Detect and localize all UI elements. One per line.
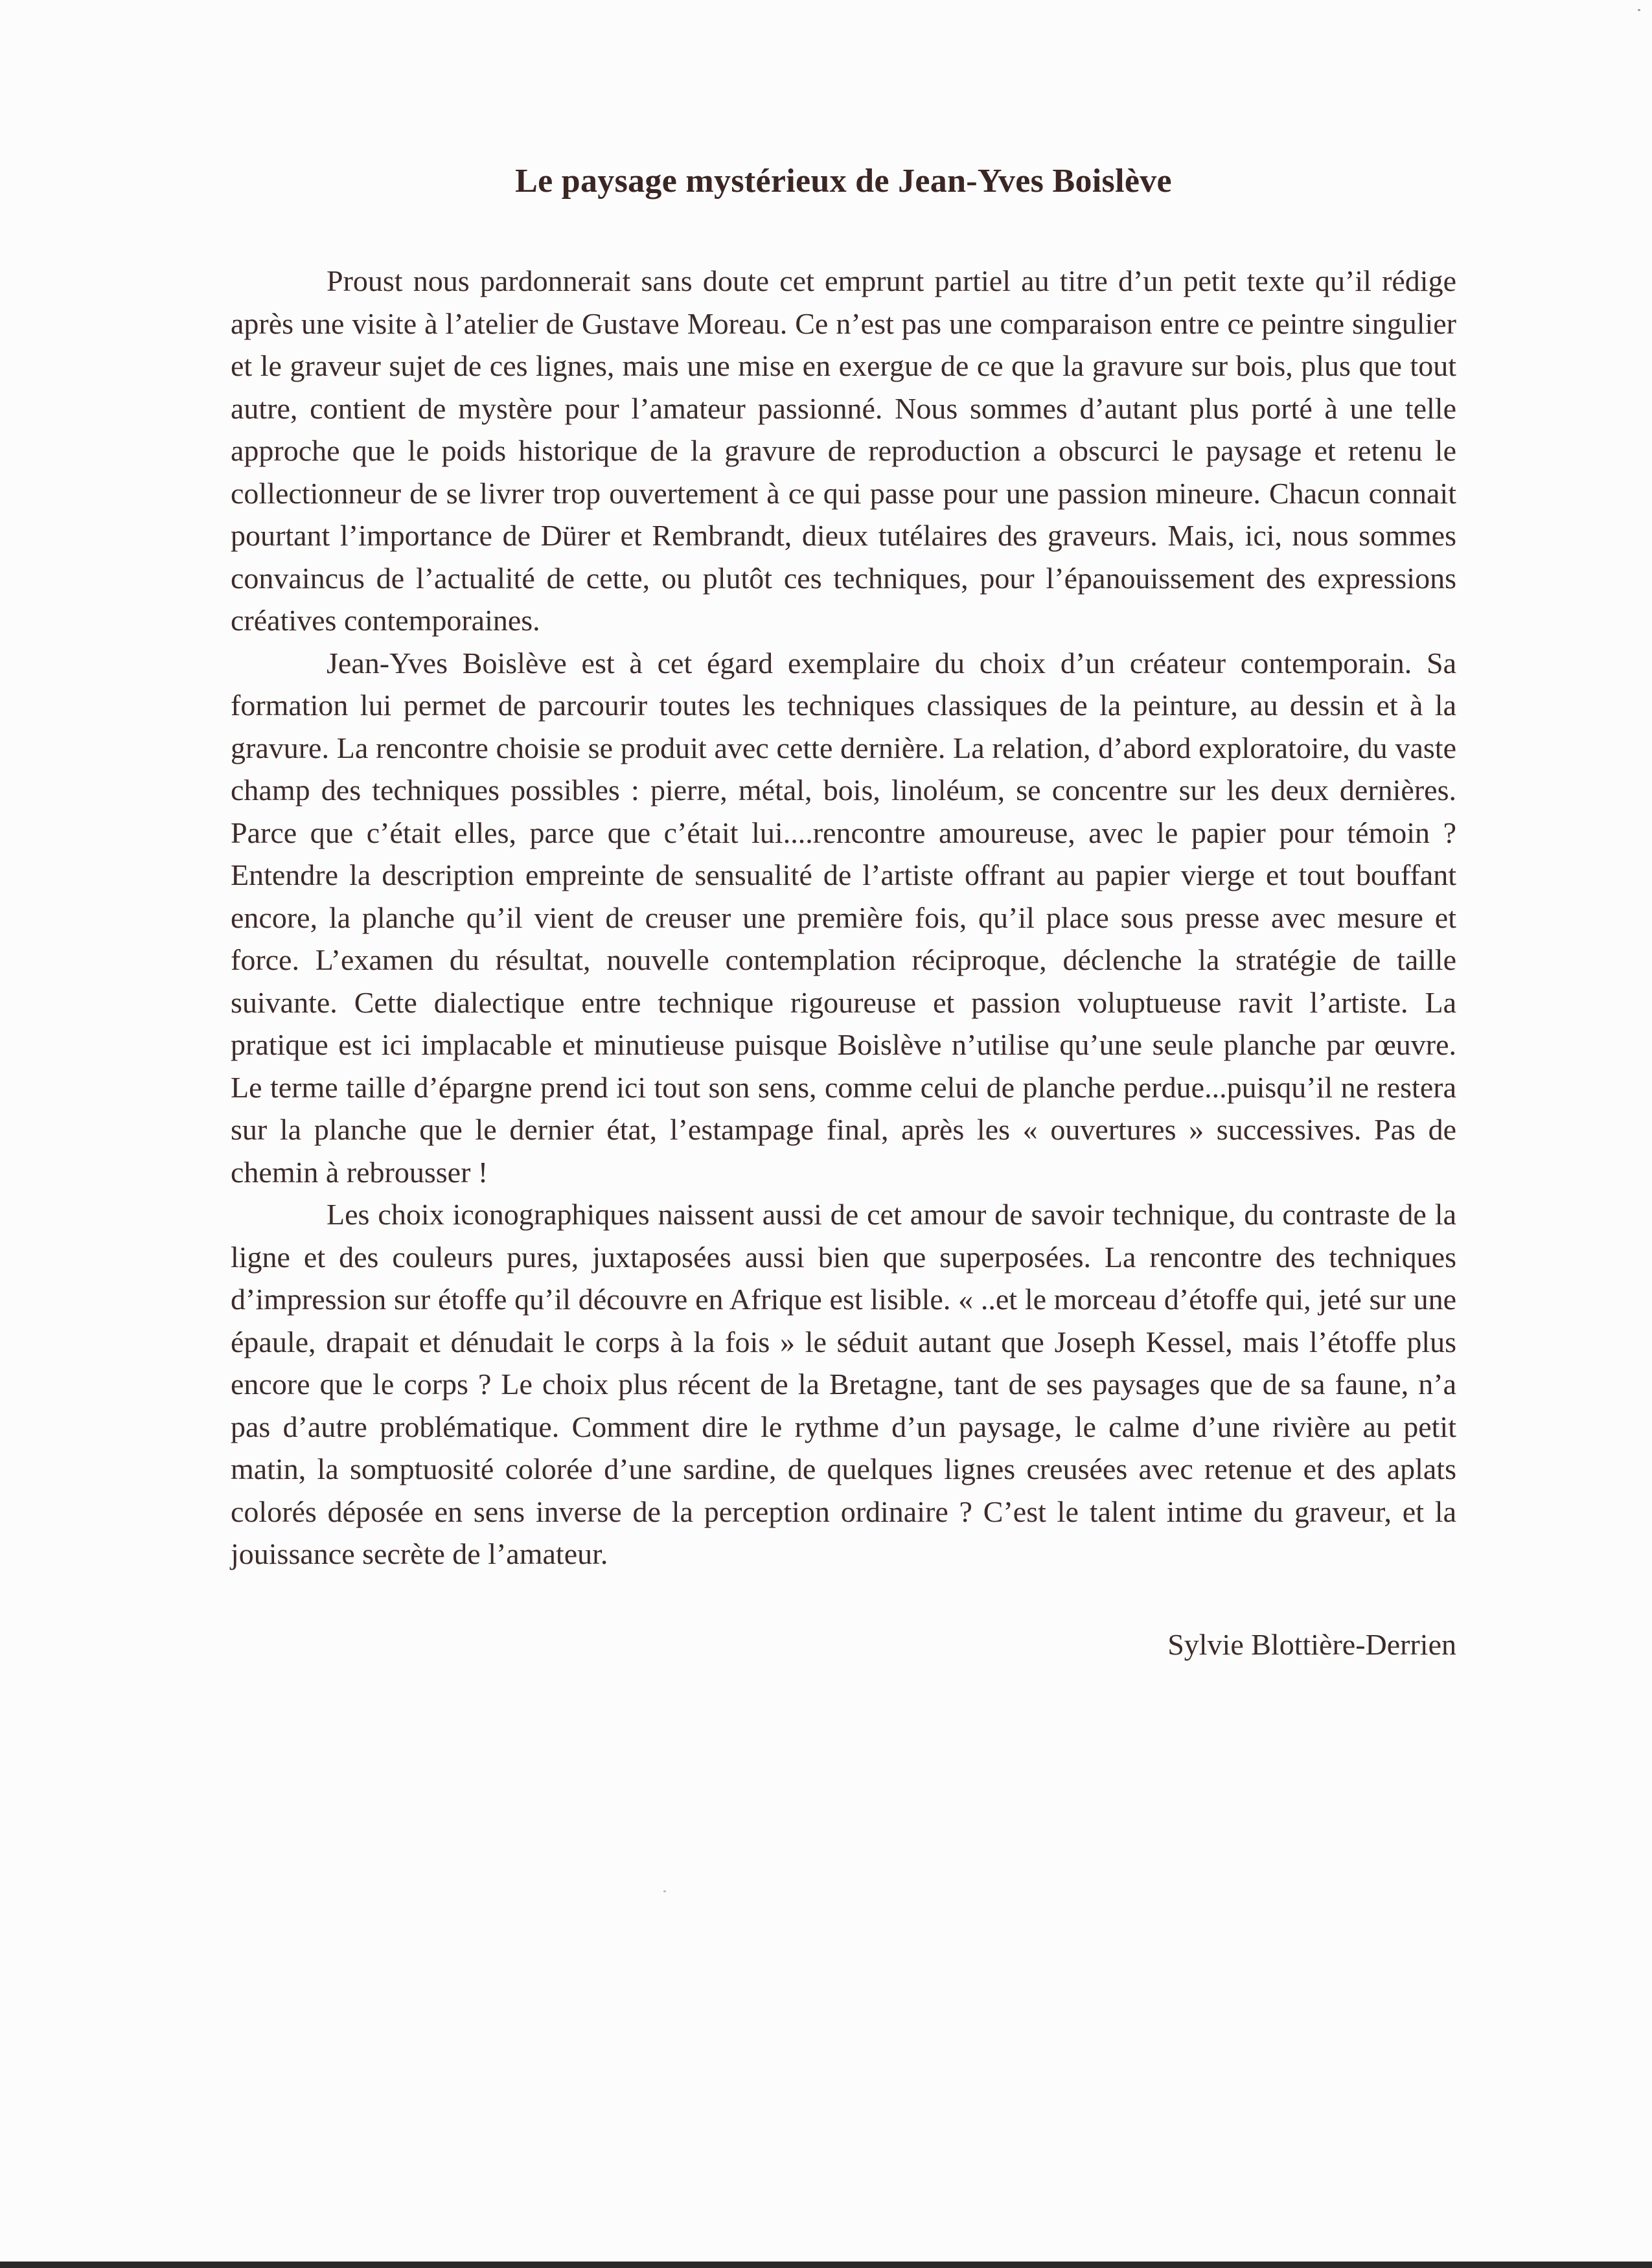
page-title: Le paysage mystérieux de Jean-Yves Boislève (515, 163, 1172, 200)
article (231, 162, 1456, 1662)
scan-speck (663, 1890, 666, 1892)
paragraph-2: Jean-Yves Boislève est à cet égard exemplaire du choix d’un créateur contemporain. Sa formation lui permet de parcourir toutes les techniques classiques de la peinture, au dessin et à la gravure. La rencontre choisie se produit avec cette dernière. La relation, d’abord exploratoire, du vaste champ des techniques possibles : pierre, métal, bois, linoléum, se concentre sur les deux dernières. Parce que c’était elles, parce que c’était lui....rencontre amoureuse, avec le papier pour témoin ? Entendre la description empreinte de sensualité de l’artiste offrant au papier vierge et tout bouffant encore, la planche qu’il vient de creuser une première fois, qu’il place sous presse avec mesure et force. L’examen du résultat, nouvelle contemplation réciproque, déclenche la stratégie de taille suivante. Cette dialectique entre technique rigoureuse et passion voluptueuse ravit l’artiste. La pratique est ici implacable et minutieuse puisque Boislève n’utilise qu’une seule planche par œuvre. Le terme taille d’épargne prend ici tout son sens, comme celui de planche perdue...puisqu’il ne restera sur la planche que le dernier état, l’estampage final, après les « ouvertures » successives. Pas de chemin à rebrousser ! (231, 646, 1456, 1189)
paragraph-1: Proust nous pardonnerait sans doute cet emprunt partiel au titre d’un petit texte qu’il rédige après une visite à l’atelier de Gustave Moreau. Ce n’est pas une comparaison entre ce peintre singulier et le graveur sujet de ces lignes, mais une mise en exergue de ce que la gravure sur bois, plus que tout autre, contient de mystère pour l’amateur passionné. Nous sommes d’autant plus porté à une telle approche que le poids historique de la gravure de reproduction a obscurci le paysage et retenu le collectionneur de se livrer trop ouvertement à ce qui passe pour une passion mineure. Chacun connait pourtant l’importance de Dürer et Rembrandt, dieux tutélaires des graveurs. Mais, ici, nous sommes convaincus de l’actualité de cette, ou plutôt ces techniques, pour l’épanouissement des expressions créatives contemporaines. (231, 264, 1456, 637)
scan-edge (0, 2262, 1652, 2268)
scan-speck (1638, 9, 1640, 11)
author-signature: Sylvie Blottière-Derrien (1167, 1627, 1456, 1661)
paragraph-3: Les choix iconographiques naissent aussi de cet amour de savoir technique, du contraste de la ligne et des couleurs pures, juxtaposées aussi bien que superposées. La rencontre des techniques d’impression sur étoffe qu’il découvre en Afrique est lisible. « ..et le morceau d’étoffe qui, jeté sur une épaule, drapait et dénudait le corps à la fois » le séduit autant que Joseph Kessel, mais l’étoffe plus encore que le corps ? Le choix plus récent de la Bretagne, tant de ses paysages que de sa faune, n’a pas d’autre problématique. Comment dire le rythme d’un paysage, le calme d’une rivière au petit matin, la somptuosité colorée d’une sardine, de quelques lignes creusées avec retenue et des aplats colorés déposée en sens inverse de la perception ordinaire ? C’est le talent intime du graveur, et la jouissance secrète de l’amateur. (231, 1198, 1456, 1570)
article-body (231, 260, 1456, 1575)
